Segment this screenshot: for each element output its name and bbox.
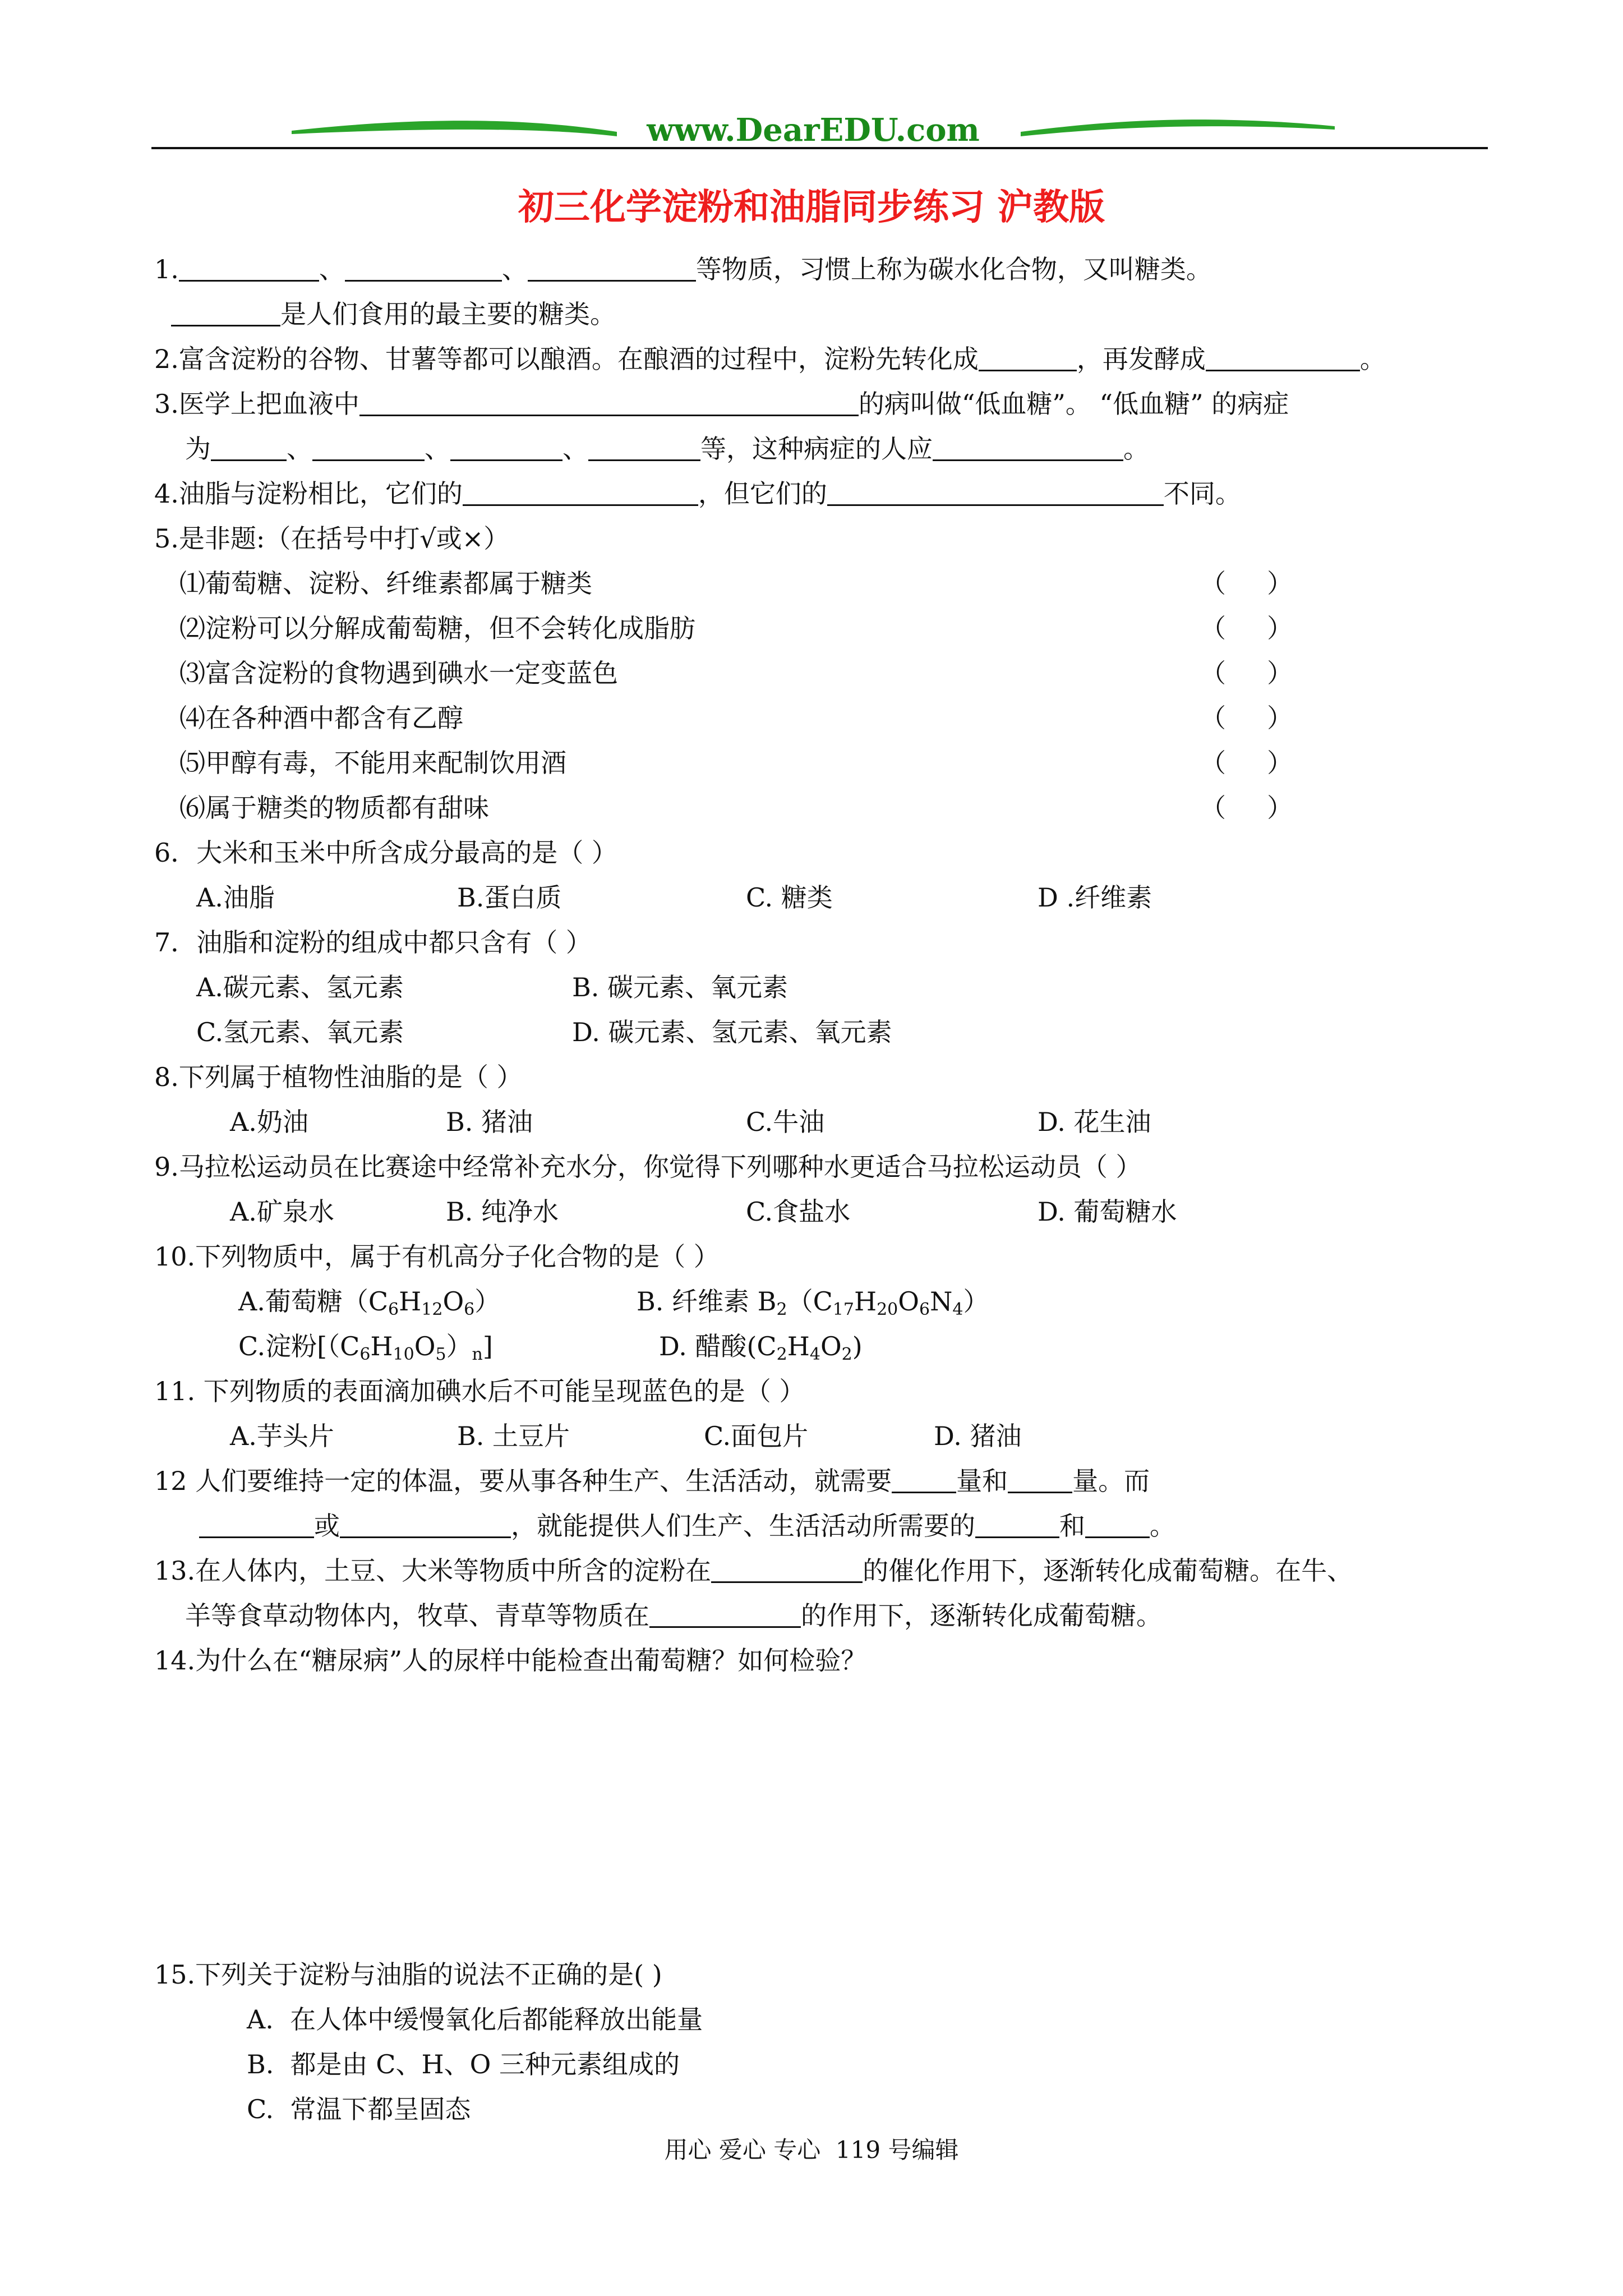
blank[interactable] — [450, 435, 562, 461]
blank[interactable] — [528, 255, 696, 282]
q7-option-a[interactable]: A.碳元素、氢元素 — [196, 972, 404, 1002]
tf-answer-paren-1[interactable]: （ ） — [1200, 568, 1293, 599]
blank[interactable] — [463, 480, 698, 506]
question-12-line-2: 或 ，就能提供人们生产、生活活动所需要的 和 。 — [199, 1508, 1175, 1544]
tf-answer-paren-4[interactable]: （ ） — [1200, 703, 1293, 733]
blank[interactable] — [1085, 1512, 1150, 1538]
tf-answer-paren-3[interactable]: （ ） — [1200, 658, 1293, 688]
q11-option-c[interactable]: C.面包片 — [704, 1421, 809, 1451]
site-logo — [292, 109, 1335, 149]
tf-item-6: ⑹属于糖类的物质都有甜味 — [179, 793, 489, 823]
page-title: 初三化学淀粉和油脂同步练习 沪教版 — [518, 187, 1105, 228]
blank[interactable] — [588, 435, 700, 461]
q15-option-c[interactable]: C. 常温下都呈固态 — [247, 2094, 471, 2124]
question-3-line-2: 为 、 、 、 等，这种病症的人应 。 — [185, 434, 1149, 464]
blank[interactable] — [1008, 1467, 1072, 1493]
blank[interactable] — [345, 255, 502, 282]
tf-item-5: ⑸甲醇有毒，不能用来配制饮用酒 — [179, 748, 566, 778]
blank[interactable] — [199, 1512, 314, 1538]
question-15-stem: 15.下列关于淀粉与油脂的说法不正确的是( ) — [154, 1959, 662, 1990]
q8-option-b[interactable]: B. 猪油 — [446, 1107, 533, 1137]
blank[interactable] — [827, 480, 1164, 506]
tf-item-3: ⑶富含淀粉的食物遇到碘水一定变蓝色 — [179, 658, 618, 688]
q6-option-b[interactable]: B.蛋白质 — [457, 882, 562, 913]
blank[interactable] — [892, 1467, 956, 1493]
q7-option-b[interactable]: B. 碳元素、氧元素 — [572, 972, 789, 1002]
tf-answer-paren-2[interactable]: （ ） — [1200, 613, 1293, 643]
blank[interactable] — [711, 1557, 863, 1583]
question-13-line-1: 13.在人体内，土豆、大米等物质中所含的淀粉在 的催化作用下，逐渐转化成葡萄糖。在牛、 — [154, 1556, 1353, 1586]
q7-option-d[interactable]: D. 碳元素、氢元素、氧元素 — [572, 1017, 892, 1047]
blank[interactable] — [312, 435, 425, 461]
question-1-line-2: 是人们食用的最主要的糖类。 — [171, 296, 616, 332]
q10-option-d[interactable]: D. 醋酸$(C_2H_4O_2)$ — [659, 1331, 863, 1364]
question-3-line-1: 3.医学上把血液中 的病叫做“低血糖”。 “低血糖” 的病症 — [154, 389, 1289, 419]
question-7-stem: 7．油脂和淀粉的组成中都只含有（ ） — [154, 927, 592, 958]
q15-option-a[interactable]: A. 在人体中缓慢氧化后都能释放出能量 — [247, 2004, 703, 2035]
question-13-line-2: 羊等食草动物体内，牧草、青草等物质在 的作用下，逐渐转化成葡萄糖。 — [185, 1600, 1162, 1631]
q6-option-c[interactable]: C. 糖类 — [746, 882, 833, 913]
question-6-stem: 6．大米和玉米中所含成分最高的是（ ） — [154, 838, 617, 868]
blank[interactable] — [975, 1512, 1059, 1538]
tf-answer-paren-6[interactable]: （ ） — [1200, 793, 1293, 823]
question-1-line-1: 1. 、 、 等物质，习惯上称为碳水化合物，又叫糖类。 — [154, 254, 1212, 284]
question-5-heading: 5.是非题:（在括号中打√或×） — [154, 523, 510, 554]
blank[interactable] — [171, 300, 280, 326]
blank[interactable] — [979, 345, 1077, 371]
q9-option-d[interactable]: D. 葡萄糖水 — [1038, 1197, 1177, 1227]
q15-option-b[interactable]: B. 都是由 C、H、O 三种元素组成的 — [247, 2049, 680, 2079]
tf-item-4: ⑷在各种酒中都含有乙醇 — [179, 703, 463, 733]
question-11-stem: 11. 下列物质的表面滴加碘水后不可能呈现蓝色的是（ ） — [154, 1376, 805, 1406]
blank[interactable] — [211, 435, 287, 461]
question-9-stem: 9.马拉松运动员在比赛途中经常补充水分，你觉得下列哪种水更适合马拉松运动员（ ） — [154, 1152, 1142, 1182]
q9-option-c[interactable]: C.食盐水 — [746, 1197, 851, 1227]
page-footer: 用心 爱心 专心 119 号编辑 — [664, 2136, 959, 2164]
blank[interactable] — [933, 435, 1123, 461]
blank[interactable] — [359, 390, 859, 416]
site-logo-text: www.DearEDU.com — [647, 112, 980, 149]
q6-option-a[interactable]: A.油脂 — [196, 882, 275, 913]
q11-option-a[interactable]: A.芋头片 — [230, 1421, 334, 1451]
question-12-line-1: 12 人们要维持一定的体温，要从事各种生产、生活活动，就需要 量和 量。而 — [154, 1466, 1150, 1496]
blank[interactable] — [179, 255, 319, 282]
tf-answer-paren-5[interactable]: （ ） — [1200, 748, 1293, 778]
tf-item-2: ⑵淀粉可以分解成葡萄糖，但不会转化成脂肪 — [179, 613, 695, 643]
q11-option-b[interactable]: B. 土豆片 — [457, 1421, 570, 1451]
q9-option-b[interactable]: B. 纯净水 — [446, 1197, 559, 1227]
question-14-stem: 14.为什么在“糖尿病”人的尿样中能检查出葡萄糖？如何检验？ — [154, 1645, 867, 1676]
question-4: 4.油脂与淀粉相比，它们的 ，但它们的 不同。 — [154, 478, 1241, 509]
q8-option-c[interactable]: C.牛油 — [746, 1107, 825, 1137]
header-rule — [151, 147, 1488, 149]
blank[interactable] — [340, 1512, 511, 1538]
q8-option-d[interactable]: D. 花生油 — [1038, 1107, 1151, 1137]
blank[interactable] — [1206, 345, 1360, 371]
q6-option-d[interactable]: D .纤维素 — [1038, 882, 1152, 913]
question-2: 2.富含淀粉的谷物、甘薯等都可以酿酒。在酿酒的过程中，淀粉先转化成 ，再发酵成 。 — [154, 344, 1386, 374]
q7-option-c[interactable]: C.氢元素、氧元素 — [196, 1017, 404, 1047]
q8-option-a[interactable]: A.奶油 — [230, 1107, 308, 1137]
blank[interactable] — [649, 1602, 801, 1628]
q10-option-c[interactable]: C.淀粉$[(C_6H_{10}O_5)_n]$ — [238, 1331, 493, 1364]
q11-option-d[interactable]: D. 猪油 — [934, 1421, 1022, 1451]
q9-option-a[interactable]: A.矿泉水 — [230, 1197, 334, 1227]
q10-option-b[interactable]: B. 纤维素 $B_2(C_{17}H_{20}O_6N_4)$ — [637, 1286, 989, 1319]
question-8-stem: 8.下列属于植物性油脂的是（ ） — [154, 1062, 523, 1092]
question-10-stem: 10.下列物质中，属于有机高分子化合物的是（ ） — [154, 1241, 720, 1272]
q10-option-a[interactable]: A.葡萄糖$(C_6H_{12}O_6)$ — [238, 1286, 501, 1319]
tf-item-1: ⑴葡萄糖、淀粉、纤维素都属于糖类 — [179, 568, 592, 599]
